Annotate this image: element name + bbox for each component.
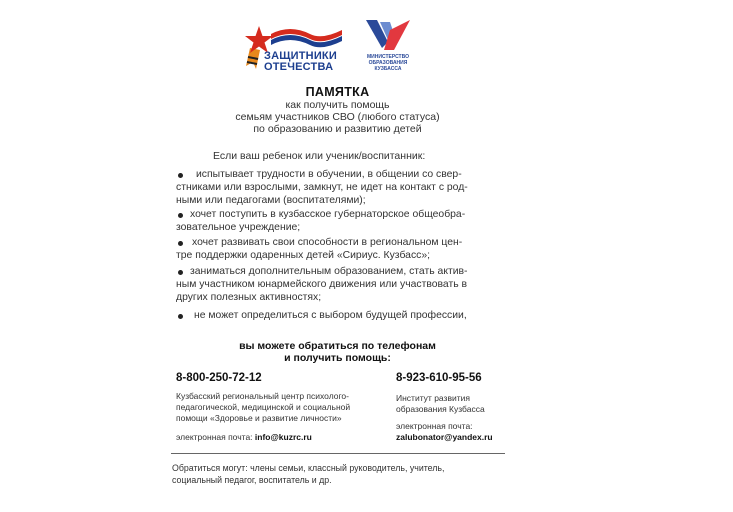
divider [171, 453, 505, 454]
bullet-item-line: испытывает трудности в обучении, в общении со свер- [196, 169, 462, 180]
bullet-item-line: не может определиться с выбором будущей профессии, [194, 310, 467, 321]
phone-number[interactable]: 8-800-250-72-12 [176, 372, 262, 384]
email-label: электронная почта: [396, 421, 473, 431]
call-to-action-line: и получить помощь: [284, 352, 391, 364]
bullet-item-line: хочет развивать свои способности в региональном цен- [192, 237, 463, 248]
intro-text: Если ваш ребенок или ученик/воспитанник: [213, 150, 426, 162]
email-link[interactable]: info@kuzrc.ru [254, 432, 312, 442]
ministry-logo [360, 18, 416, 78]
ministry-text-2: ОБРАЗОВАНИЯ [368, 60, 408, 66]
bullet-dot-icon [178, 270, 183, 275]
bullet-item-line: хочет поступить в кузбасское губернаторское общеобра- [190, 209, 466, 220]
defenders-logo [244, 20, 352, 74]
ministry-text-3: КУЗБАССА [374, 66, 402, 72]
bullet-dot-icon [178, 173, 183, 178]
bullet-dot-icon [178, 241, 183, 246]
org-name-line: образования Кузбасса [396, 404, 485, 414]
email-row [176, 432, 312, 442]
bullet-dot-icon [178, 314, 183, 319]
footer-note-line: социальный педагог, воспитатель и др. [172, 475, 332, 485]
subtitle-line: как получить помощь [285, 99, 390, 111]
bullet-dot-icon [178, 213, 183, 218]
footer-note-line: Обратиться могут: члены семьи, классный руководитель, учитель, [172, 463, 445, 473]
bullet-item-line: ным участником юнармейского движения или участвовать в [176, 279, 468, 290]
bullet-item-line: стниками или взрослыми, замкнут, не идет на контакт с род- [176, 182, 468, 193]
subtitle-line: семьям участников СВО (любого статуса) [235, 111, 440, 123]
bullet-item-line: заниматься дополнительным образованием, стать актив- [190, 266, 468, 277]
org-name-line: Институт развития [396, 393, 470, 403]
email-link[interactable]: zalubonator@yandex.ru [396, 432, 493, 442]
subtitle-line: по образованию и развитию детей [253, 123, 422, 135]
bullet-item-line: зовательное учреждение; [176, 222, 301, 233]
call-to-action-line: вы можете обратиться по телефонам [239, 340, 436, 352]
bullet-item-line: ными или педагогами (воспитателями); [176, 195, 366, 206]
phone-number[interactable]: 8-923-610-95-56 [396, 372, 482, 384]
email-label: электронная почта: [176, 432, 253, 442]
bullet-item-line: других полезных активностях; [176, 292, 322, 303]
logo-text-defenders: ЗАЩИТНИКИ [264, 50, 337, 62]
ministry-text-1: МИНИСТЕРСТВО [367, 54, 409, 60]
bullet-item-line: тре поддержки одаренных детей «Сириус. Кузбасс»; [176, 250, 430, 261]
ministry-emblem-icon [360, 18, 416, 54]
org-name-line: педагогической, медицинской и социальной [176, 402, 351, 412]
page-title: ПАМЯТКА [305, 85, 370, 99]
org-name-line: помощи «Здоровье и развитие личности» [176, 413, 342, 423]
logo-text-fatherland: ОТЕЧЕСТВА [264, 61, 334, 73]
org-name-line: Кузбасский региональный центр психолого- [176, 391, 349, 401]
